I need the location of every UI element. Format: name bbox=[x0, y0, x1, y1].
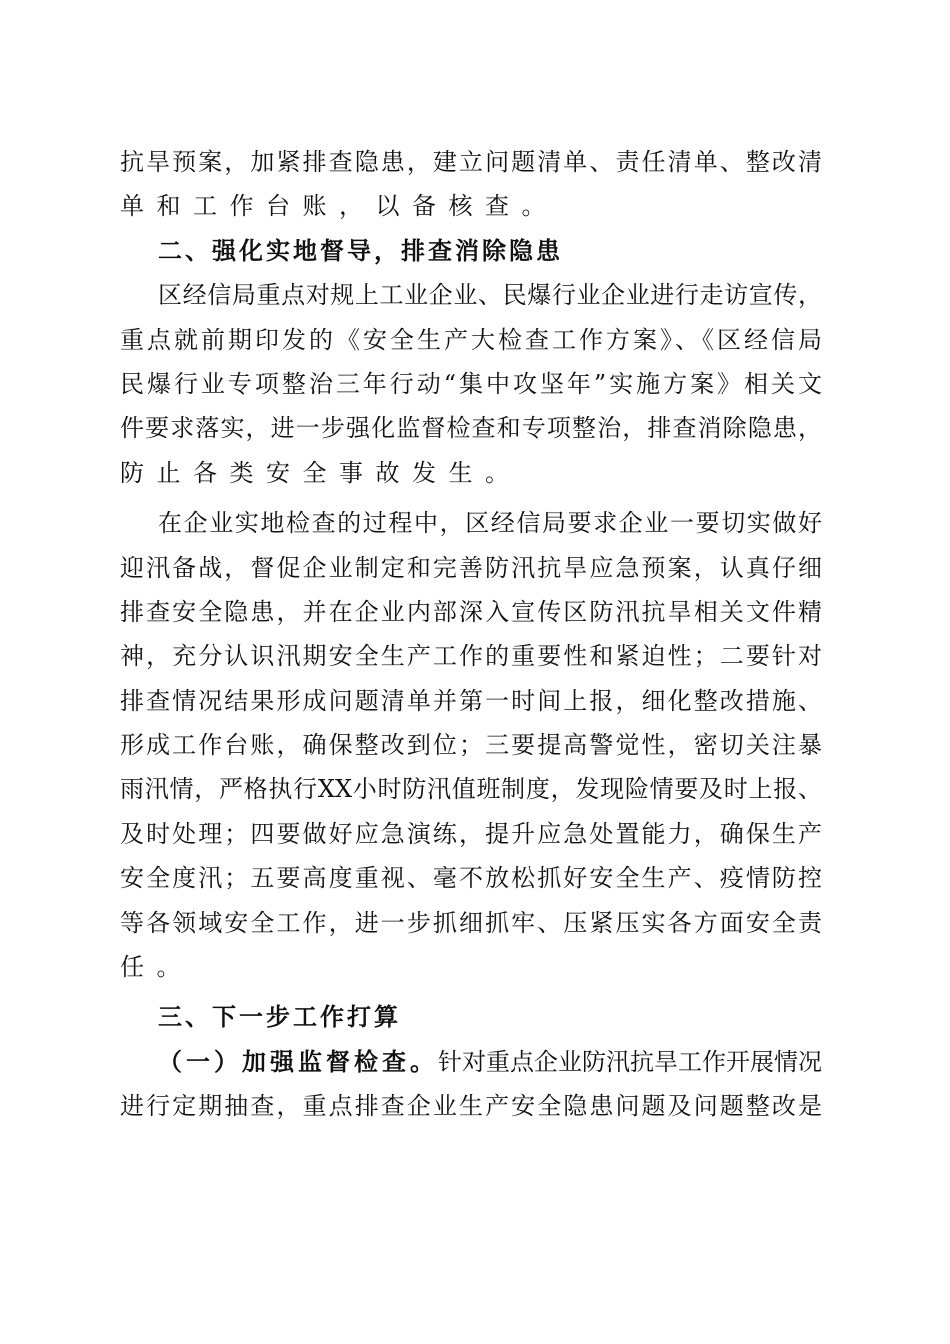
paragraph-line: 神，充分认识汛期安全生产工作的重要性和紧迫性；二要针对 bbox=[120, 642, 822, 671]
paragraph-line bbox=[120, 1040, 822, 1084]
document-body bbox=[120, 140, 822, 1129]
paragraph-line: 区经信局重点对规上工业企业、民爆行业企业进行走访宣传， bbox=[158, 281, 822, 310]
paragraph-line: 等各领域安全工作，进一步抓细抓牢、压紧压实各方面安全责 bbox=[120, 908, 822, 937]
paragraph-line: 排查安全隐患，并在企业内部深入宣传区防汛抗旱相关文件精 bbox=[120, 597, 822, 626]
paragraph-line: 迎汛备战，督促企业制定和完善防汛抗旱应急预案，认真仔细 bbox=[120, 553, 822, 582]
paragraph-line: 排查情况结果形成问题清单并第一时间上报，细化整改措施、 bbox=[120, 686, 822, 715]
paragraph-line: 民爆行业专项整治三年行动“集中攻坚年”实施方案》相关文 bbox=[120, 369, 822, 398]
paragraph-line: 件要求落实，进一步强化监督检查和专项整治，排查消除隐患， bbox=[120, 414, 822, 443]
paragraph-line: 任。 bbox=[120, 953, 193, 982]
paragraph-line: 单和工作台账，以备核查。 bbox=[120, 192, 558, 221]
paragraph-line: 在企业实地检查的过程中，区经信局要求企业一要切实做好 bbox=[158, 509, 822, 538]
paragraph-text: 针对重点企业防汛抗旱工作开展情况 bbox=[438, 1047, 822, 1076]
paragraph-line: 雨汛情，严格执行XX小时防汛值班制度，发现险情要及时上报、 bbox=[120, 775, 822, 804]
paragraph-line: 进行定期抽查，重点排查企业生产安全隐患问题及问题整改是 bbox=[120, 1092, 822, 1121]
section-heading-3: 三、下一步工作打算 bbox=[158, 1003, 401, 1032]
section-heading-2: 二、强化实地督导，排查消除隐患 bbox=[158, 236, 563, 265]
paragraph-line: 防止各类安全事故发生。 bbox=[120, 458, 522, 487]
subheading-1: （一）加强监督检查。 bbox=[158, 1047, 438, 1076]
paragraph-line: 形成工作台账，确保整改到位；三要提高警觉性，密切关注暴 bbox=[120, 731, 822, 760]
paragraph-line: 抗旱预案，加紧排查隐患，建立问题清单、责任清单、整改清 bbox=[120, 148, 822, 176]
paragraph-line: 重点就前期印发的《安全生产大检查工作方案》、《区经信局 bbox=[120, 325, 822, 354]
paragraph-line: 及时处理；四要做好应急演练，提升应急处置能力，确保生产 bbox=[120, 819, 822, 848]
paragraph-line: 安全度汛；五要高度重视、毫不放松抓好安全生产、疫情防控 bbox=[120, 864, 822, 893]
